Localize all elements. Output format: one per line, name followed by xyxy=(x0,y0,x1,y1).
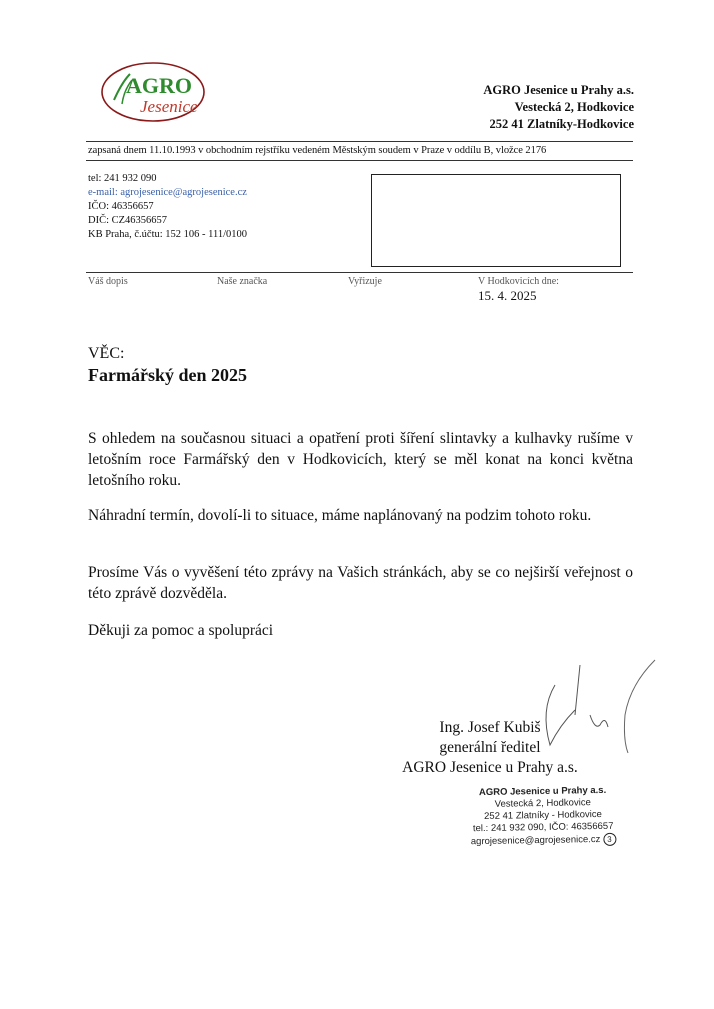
header-divider-top xyxy=(86,141,633,142)
letter-date: 15. 4. 2025 xyxy=(478,288,537,303)
contact-dic: DIČ: CZ46356657 xyxy=(88,215,168,226)
agro-logo-graphic xyxy=(100,60,206,124)
stamp-number: 3 xyxy=(603,833,616,846)
ref-nase-znacka: Naše značka xyxy=(217,276,268,287)
paragraph-1: S ohledem na současnou situaci a opatření proti šíření slintavky a kulhavky rušíme v letošním roce Farmářský den v Hodkovicích, který se měl konat na konci května letošního roku. xyxy=(88,430,633,489)
signatory-name: Ing. Josef Kubiš xyxy=(439,719,541,736)
letter-subject: Farmářský den 2025 xyxy=(88,365,247,385)
reference-divider xyxy=(86,272,633,273)
ref-date-label: V Hodkovicích dne: xyxy=(478,276,559,287)
header-divider-bottom xyxy=(86,160,633,161)
stamp-tel: tel.: 241 932 090, IČO: 46356657 xyxy=(472,820,614,835)
subject-label: VĚC: xyxy=(88,345,125,362)
contact-email[interactable]: e-mail: agrojesenice@agrojesenice.cz xyxy=(88,187,247,198)
contact-phone: tel: 241 932 090 xyxy=(88,173,157,184)
company-name: AGRO Jesenice u Prahy a.s. xyxy=(483,83,634,97)
paragraph-3: Prosíme Vás o vyvěšení této zprávy na Vašich stránkách, aby se co nejširší veřejnost o této zprávě dozvěděla. xyxy=(88,564,633,602)
recipient-address-box xyxy=(371,174,621,267)
company-logo xyxy=(100,60,206,124)
registry-note: zapsaná dnem 11.10.1993 v obchodním rejstříku vedeném Městským soudem v Praze v oddílu B, vložce 2176 xyxy=(88,145,547,156)
contact-ico: IČO: 46356657 xyxy=(88,201,154,212)
company-header xyxy=(483,82,634,133)
ref-vas-dopis: Váš dopis xyxy=(88,276,128,287)
paragraph-4: Děkuji za pomoc a spolupráci xyxy=(88,622,274,639)
signatory-company: AGRO Jesenice u Prahy a.s. xyxy=(402,759,578,776)
company-stamp xyxy=(467,785,618,849)
stamp-street: Vestecká 2, Hodkovice xyxy=(494,797,591,810)
signatory-block xyxy=(380,718,600,778)
signatory-role: generální ředitel xyxy=(439,739,541,756)
stamp-city: 252 41 Zlatníky - Hodkovice xyxy=(484,808,602,823)
logo-text-agro: AGRO xyxy=(126,73,192,98)
stamp-email-row xyxy=(468,833,618,849)
paragraph-2: Náhradní termín, dovolí-li to situace, máme naplánovaný na podzim tohoto roku. xyxy=(88,507,592,524)
company-street: Vestecká 2, Hodkovice xyxy=(514,100,634,114)
contact-bank: KB Praha, č.účtu: 152 106 - 111/0100 xyxy=(88,229,248,240)
company-city: 252 41 Zlatníky-Hodkovice xyxy=(489,117,634,131)
stamp-name: AGRO Jesenice u Prahy a.s. xyxy=(478,784,607,799)
ref-vyrizuje: Vyřizuje xyxy=(348,276,382,287)
contact-block xyxy=(88,172,247,242)
logo-text-jesenice: Jesenice xyxy=(140,97,198,116)
stamp-email: agrojesenice@agrojesenice.cz xyxy=(470,834,601,848)
